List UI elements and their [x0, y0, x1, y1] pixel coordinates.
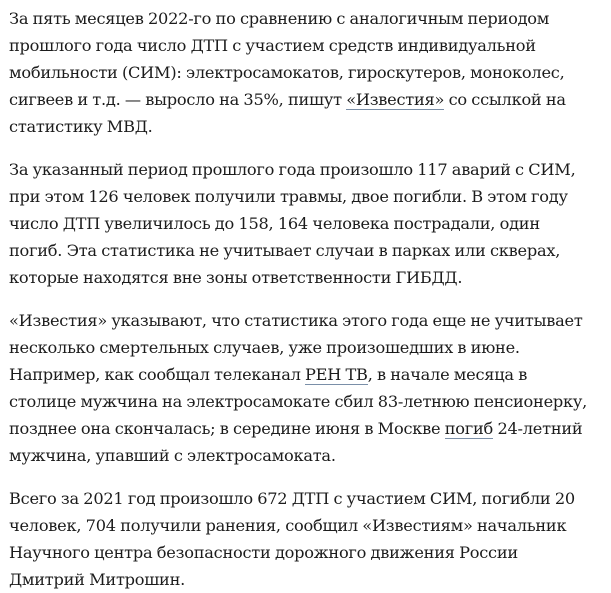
pogib-link[interactable]: погиб	[444, 419, 494, 438]
paragraph-3-text-before: «Известия» указывают, что статистика этого года еще не учитывает несколько смертельных случаев, уже произошедших в июне. Например, как сообщал телеканал	[9, 311, 583, 384]
ren-tv-link[interactable]: РЕН ТВ	[305, 365, 368, 384]
paragraph-1-text-after: со ссылкой на статистику МВД.	[9, 90, 566, 136]
izvestia-link[interactable]: «Известия»	[346, 90, 445, 109]
paragraph-2: За указанный период прошлого года произошло 117 аварий с СИМ, при этом 126 человек получили травмы, двое погибли. В этом году число ДТП увеличилось до 158, 164 человека пострадали, один погиб. Эта статистика не учитывает случаи в парках или скверах, которые находятся вне зоны ответственности ГИБДД.	[9, 160, 576, 287]
paragraph-3-text-after: 24-летний мужчина, упавший с электросамоката.	[9, 419, 583, 465]
paragraph-3	[9, 307, 596, 469]
paragraph-1-text-before: За пять месяцев 2022-го по сравнению с аналогичным периодом прошлого года число ДТП с участием средств индивидуальной мобильности (СИМ): электросамокатов, гироскутеров, моноколес, сигвеев и т.д. — выросло на 35%, пишут	[9, 9, 565, 109]
paragraph-1	[9, 5, 596, 140]
paragraph-4: Всего за 2021 год произошло 672 ДТП с участием СИМ, погибли 20 человек, 704 получили ранения, сообщил «Известиям» начальник Научного центра безопасности дорожного движения России Дмитрий Митрошин.	[9, 489, 575, 589]
paragraph-3-text-middle: , в начале месяца в столице мужчина на электросамокате сбил 83-летнюю пенсионерку, позднее она скончалась; в середине июня в Москве	[9, 365, 588, 438]
